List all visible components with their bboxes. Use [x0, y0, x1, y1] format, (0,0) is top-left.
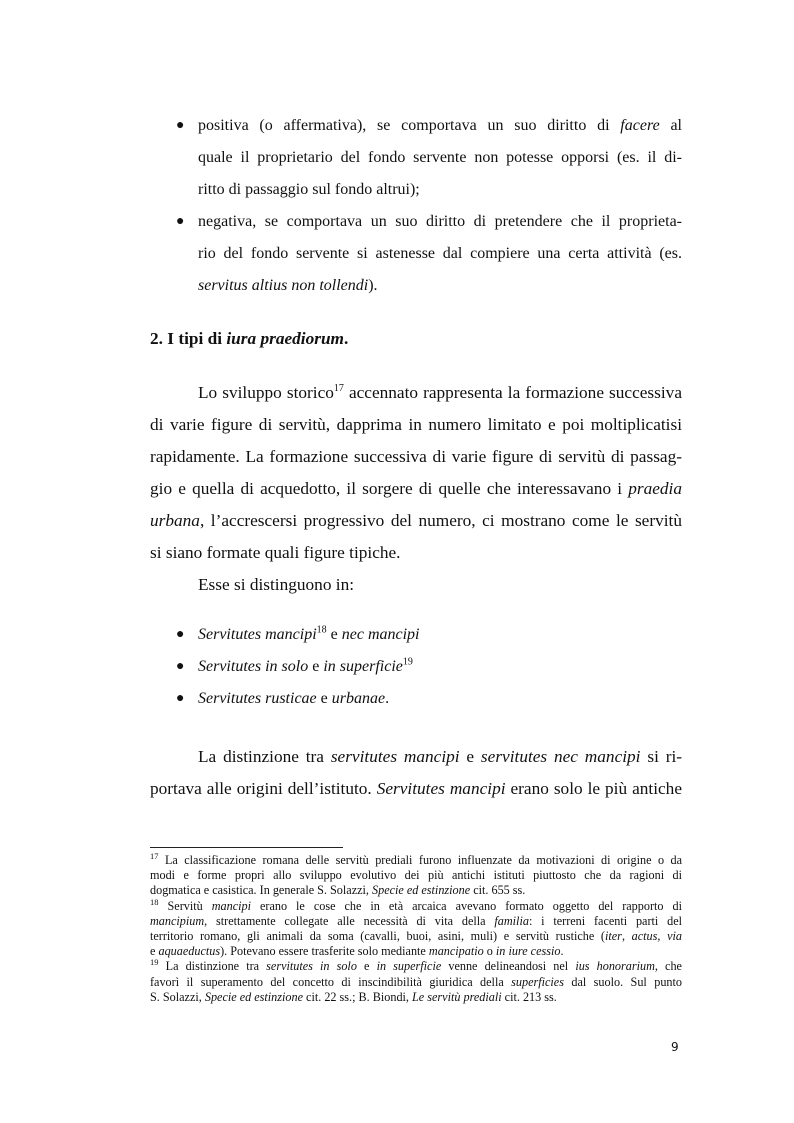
text-line: Servitutes rusticae e urbanae.: [198, 690, 390, 707]
text-line: $^{18}$ Servitù mancipi erano le cose che in età arcaica avevano formato oggetto del rapporto di: [150, 899, 682, 914]
text-line: Servitutes in solo e in superficie$^{19}$: [198, 656, 413, 675]
footnote-reference: 18: [150, 898, 159, 907]
text-line: S. Solazzi, Specie ed estinzione cit. 22 ss.; B. Biondi, Le servitù prediali cit. 213 ss.: [150, 989, 557, 1004]
italic-text: Le servitù prediali: [412, 989, 502, 1004]
bullet-icon: ●: [176, 627, 185, 642]
bullet-icon: ●: [176, 659, 185, 674]
text-line: favorì il superamento del concetto di inscindibilità giuridica della superficies dal suolo. Sul punto: [150, 974, 682, 989]
italic-text: urbanae: [331, 690, 386, 707]
text-line: positiva (o affermativa), se comportava un suo diritto di facere al: [198, 117, 682, 134]
bullet-icon: ●: [176, 214, 185, 229]
italic-text: praedia: [628, 479, 682, 498]
text-line: $^{19}$ La distinzione tra servitutes in solo e in superficie venne delineandosi nel ius honorarium, che: [150, 959, 682, 974]
text-line: e aquaeductus). Potevano essere trasferite solo mediante mancipatio o in iure cessio.: [150, 944, 564, 959]
footnote: [150, 853, 682, 899]
italic-text: Specie ed estinzione: [372, 883, 471, 898]
page-number: 9: [671, 1040, 679, 1054]
paragraph-distinzione: [150, 741, 682, 805]
bullet-item: [150, 683, 682, 715]
text-line: Servitutes mancipi$^{18}$ e nec mancipi: [198, 624, 420, 643]
italic-text: Specie ed estinzione: [204, 989, 303, 1004]
footnote-reference: 17: [150, 853, 159, 861]
text-line: negativa, se comportava un suo diritto di pretendere che il proprieta-: [198, 213, 682, 230]
italic-text: mancipium: [150, 913, 205, 928]
bullet-item: [150, 206, 682, 302]
paragraph-distinguono: Esse si distinguono in:: [198, 575, 355, 594]
bullet-list-top: [150, 110, 682, 302]
italic-text: Servitutes mancipi: [198, 626, 317, 643]
text-line: $^{17}$ La classificazione romana delle servitù prediali furono influenzate da motivazioni di origine o da: [150, 853, 682, 868]
bullet-item: [150, 651, 682, 683]
text-line: modi e forme propri allo sviluppo evolutivo dei più antichi istituti piuttosto che da ragioni di: [150, 868, 682, 883]
italic-text: servitutes in solo: [266, 959, 357, 974]
italic-text: aquaeductus: [158, 944, 221, 959]
italic-text: Servitutes rusticae: [198, 690, 317, 707]
bullet-icon: ●: [176, 691, 185, 706]
italic-text: servitus altius non tollendi: [198, 277, 369, 294]
italic-text: actus: [631, 928, 658, 943]
section-heading: 2. I tipi di iura praediorum.: [150, 329, 349, 348]
footnote-reference: 18: [316, 624, 327, 636]
italic-text: in superficie: [323, 658, 403, 675]
italic-text: facere: [620, 117, 660, 134]
text-line: urbana, l’accrescersi progressivo del numero, ci mostrano come le servitù: [150, 511, 682, 530]
text-line: dogmatica e casistica. In generale S. Solazzi, Specie ed estinzione cit. 655 ss.: [150, 883, 526, 898]
italic-text: familia: [494, 913, 529, 928]
footnote: [150, 899, 682, 960]
italic-text: in superficie: [376, 959, 442, 974]
italic-text: servitutes nec mancipi: [480, 747, 641, 766]
italic-text: ius honorarium: [575, 959, 655, 974]
text-line: rapidamente. La formazione successiva di varie figure di servitù di passag-: [150, 447, 682, 466]
text-line: Lo sviluppo storico$^{17}$ accennato rappresenta la formazione successiva: [198, 383, 682, 402]
italic-text: superficies: [511, 974, 564, 989]
italic-text: Servitutes in solo: [198, 658, 309, 675]
italic-text: nec mancipi: [341, 626, 420, 643]
text-line: mancipium, strettamente collegate alle necessità di vita della familia: i terreni facenti parti del: [150, 913, 682, 928]
italic-text: via: [667, 928, 682, 943]
italic-text: iter: [605, 928, 622, 943]
bullet-icon: ●: [176, 118, 185, 133]
footnote-reference: 19: [150, 959, 159, 968]
italic-text: in iure cessio: [495, 944, 561, 959]
text-line: servitus altius non tollendi).: [198, 277, 378, 294]
italic-text: servitutes mancipi: [330, 747, 460, 766]
text-line: si siano formate quali figure tipiche.: [150, 543, 401, 562]
italic-text: Servitutes mancipi: [376, 779, 506, 798]
footnotes: [150, 853, 682, 1005]
text-line: ritto di passaggio sul fondo altrui);: [198, 181, 420, 198]
italic-text: mancipatio: [428, 944, 484, 959]
footnote-reference: 19: [402, 656, 413, 668]
italic-text: mancipi: [211, 898, 251, 913]
bullet-item: [150, 110, 682, 206]
text-line: territorio romano, gli animali da soma (cavalli, buoi, asini, muli) e servitù rustiche (iter, actus, via: [150, 928, 682, 943]
text-line: gio e quella di acquedotto, il sorgere di quelle che interessavano i praedia: [150, 479, 682, 498]
text-line: di varie figure di servitù, dapprima in numero limitato e poi moltiplicatisi: [150, 415, 682, 434]
footnote-reference: 17: [333, 383, 344, 395]
bullet-list-servitutes: [150, 619, 682, 715]
text-line: portava alle origini dell’istituto. Servitutes mancipi erano solo le più antiche: [150, 779, 682, 798]
paragraph-sviluppo-storico: [150, 377, 682, 569]
text-line: quale il proprietario del fondo servente non potesse opporsi (es. il di-: [198, 149, 682, 166]
footnote: [150, 959, 682, 1005]
text-line: rio del fondo servente si astenesse dal compiere una certa attività (es.: [198, 245, 682, 262]
footnote-separator: [150, 847, 343, 848]
italic-text: urbana: [150, 511, 200, 530]
text-line: La distinzione tra servitutes mancipi e servitutes nec mancipi si ri-: [198, 747, 682, 766]
bullet-item: [150, 619, 682, 651]
